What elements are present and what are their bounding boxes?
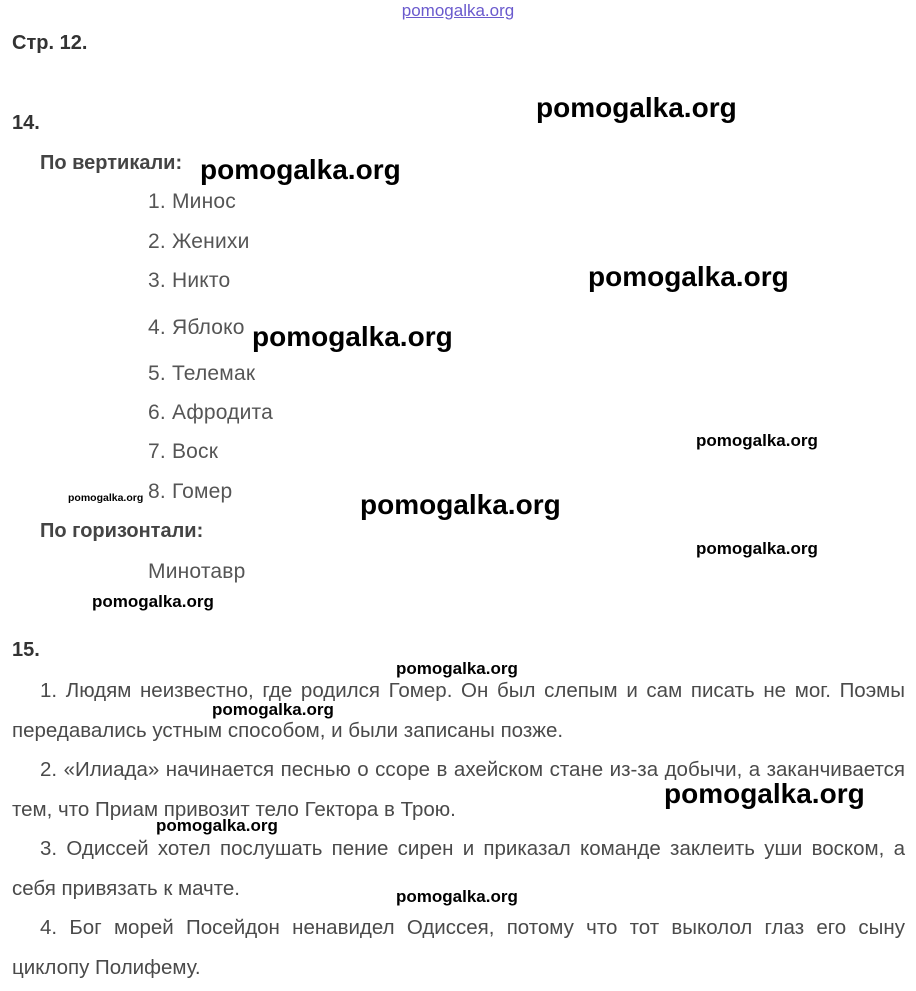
vertical-item: 3. Никто: [148, 269, 231, 292]
vertical-item: 2. Женихи: [148, 230, 250, 253]
watermark: pomogalka.org: [360, 489, 561, 520]
watermark: pomogalka.org: [156, 816, 278, 835]
vertical-item: 5. Телемак: [148, 362, 256, 385]
watermark: pomogalka.org: [696, 539, 818, 558]
watermark: pomogalka.org: [92, 592, 214, 611]
watermark: pomogalka.org: [696, 431, 818, 450]
vertical-item: 7. Воск: [148, 440, 219, 463]
watermark: pomogalka.org: [68, 492, 144, 504]
vertical-heading: По вертикали:: [40, 152, 183, 174]
answer-paragraph: 2. «Илиада» начинается песнью о ссоре в ахейском стане из-за добычи, а заканчивается тем, что Приам привозит тело Гектора в Трою.: [12, 758, 905, 821]
watermark: pomogalka.org: [200, 154, 401, 185]
answer-paragraph: 4. Бог морей Посейдон ненавидел Одиссея, потому что тот выколол глаз его сыну циклопу Полифему.: [12, 916, 905, 979]
vertical-item: 1. Минос: [148, 190, 236, 213]
task-15-number: 15.: [12, 639, 40, 661]
watermark: pomogalka.org: [664, 778, 865, 809]
horizontal-item: Минотавр: [148, 560, 246, 583]
watermark: pomogalka.org: [212, 700, 334, 719]
watermark: pomogalka.org: [588, 261, 789, 292]
watermark: pomogalka.org: [536, 92, 737, 123]
watermark: pomogalka.org: [396, 887, 518, 906]
watermark: pomogalka.org: [396, 659, 518, 678]
horizontal-heading: По горизонтали:: [40, 520, 204, 542]
top-watermark-link[interactable]: pomogalka.org: [401, 1, 515, 20]
vertical-item: 8. Гомер: [148, 480, 233, 503]
task-14-number: 14.: [12, 112, 40, 134]
answer-paragraph: 1. Людям неизвестно, где родился Гомер. Он был слепым и сам писать не мог. Поэмы передавались устным способом, и были записаны позже.: [12, 679, 905, 742]
vertical-item: 4. Яблоко: [148, 316, 245, 339]
answer-paragraph: 3. Одиссей хотел послушать пение сирен и приказал команде заклеить уши воском, а себя привязать к мачте.: [12, 837, 905, 900]
page-label: Стр. 12.: [12, 32, 88, 54]
vertical-item: 6. Афродита: [148, 401, 274, 424]
watermark: pomogalka.org: [252, 321, 453, 352]
